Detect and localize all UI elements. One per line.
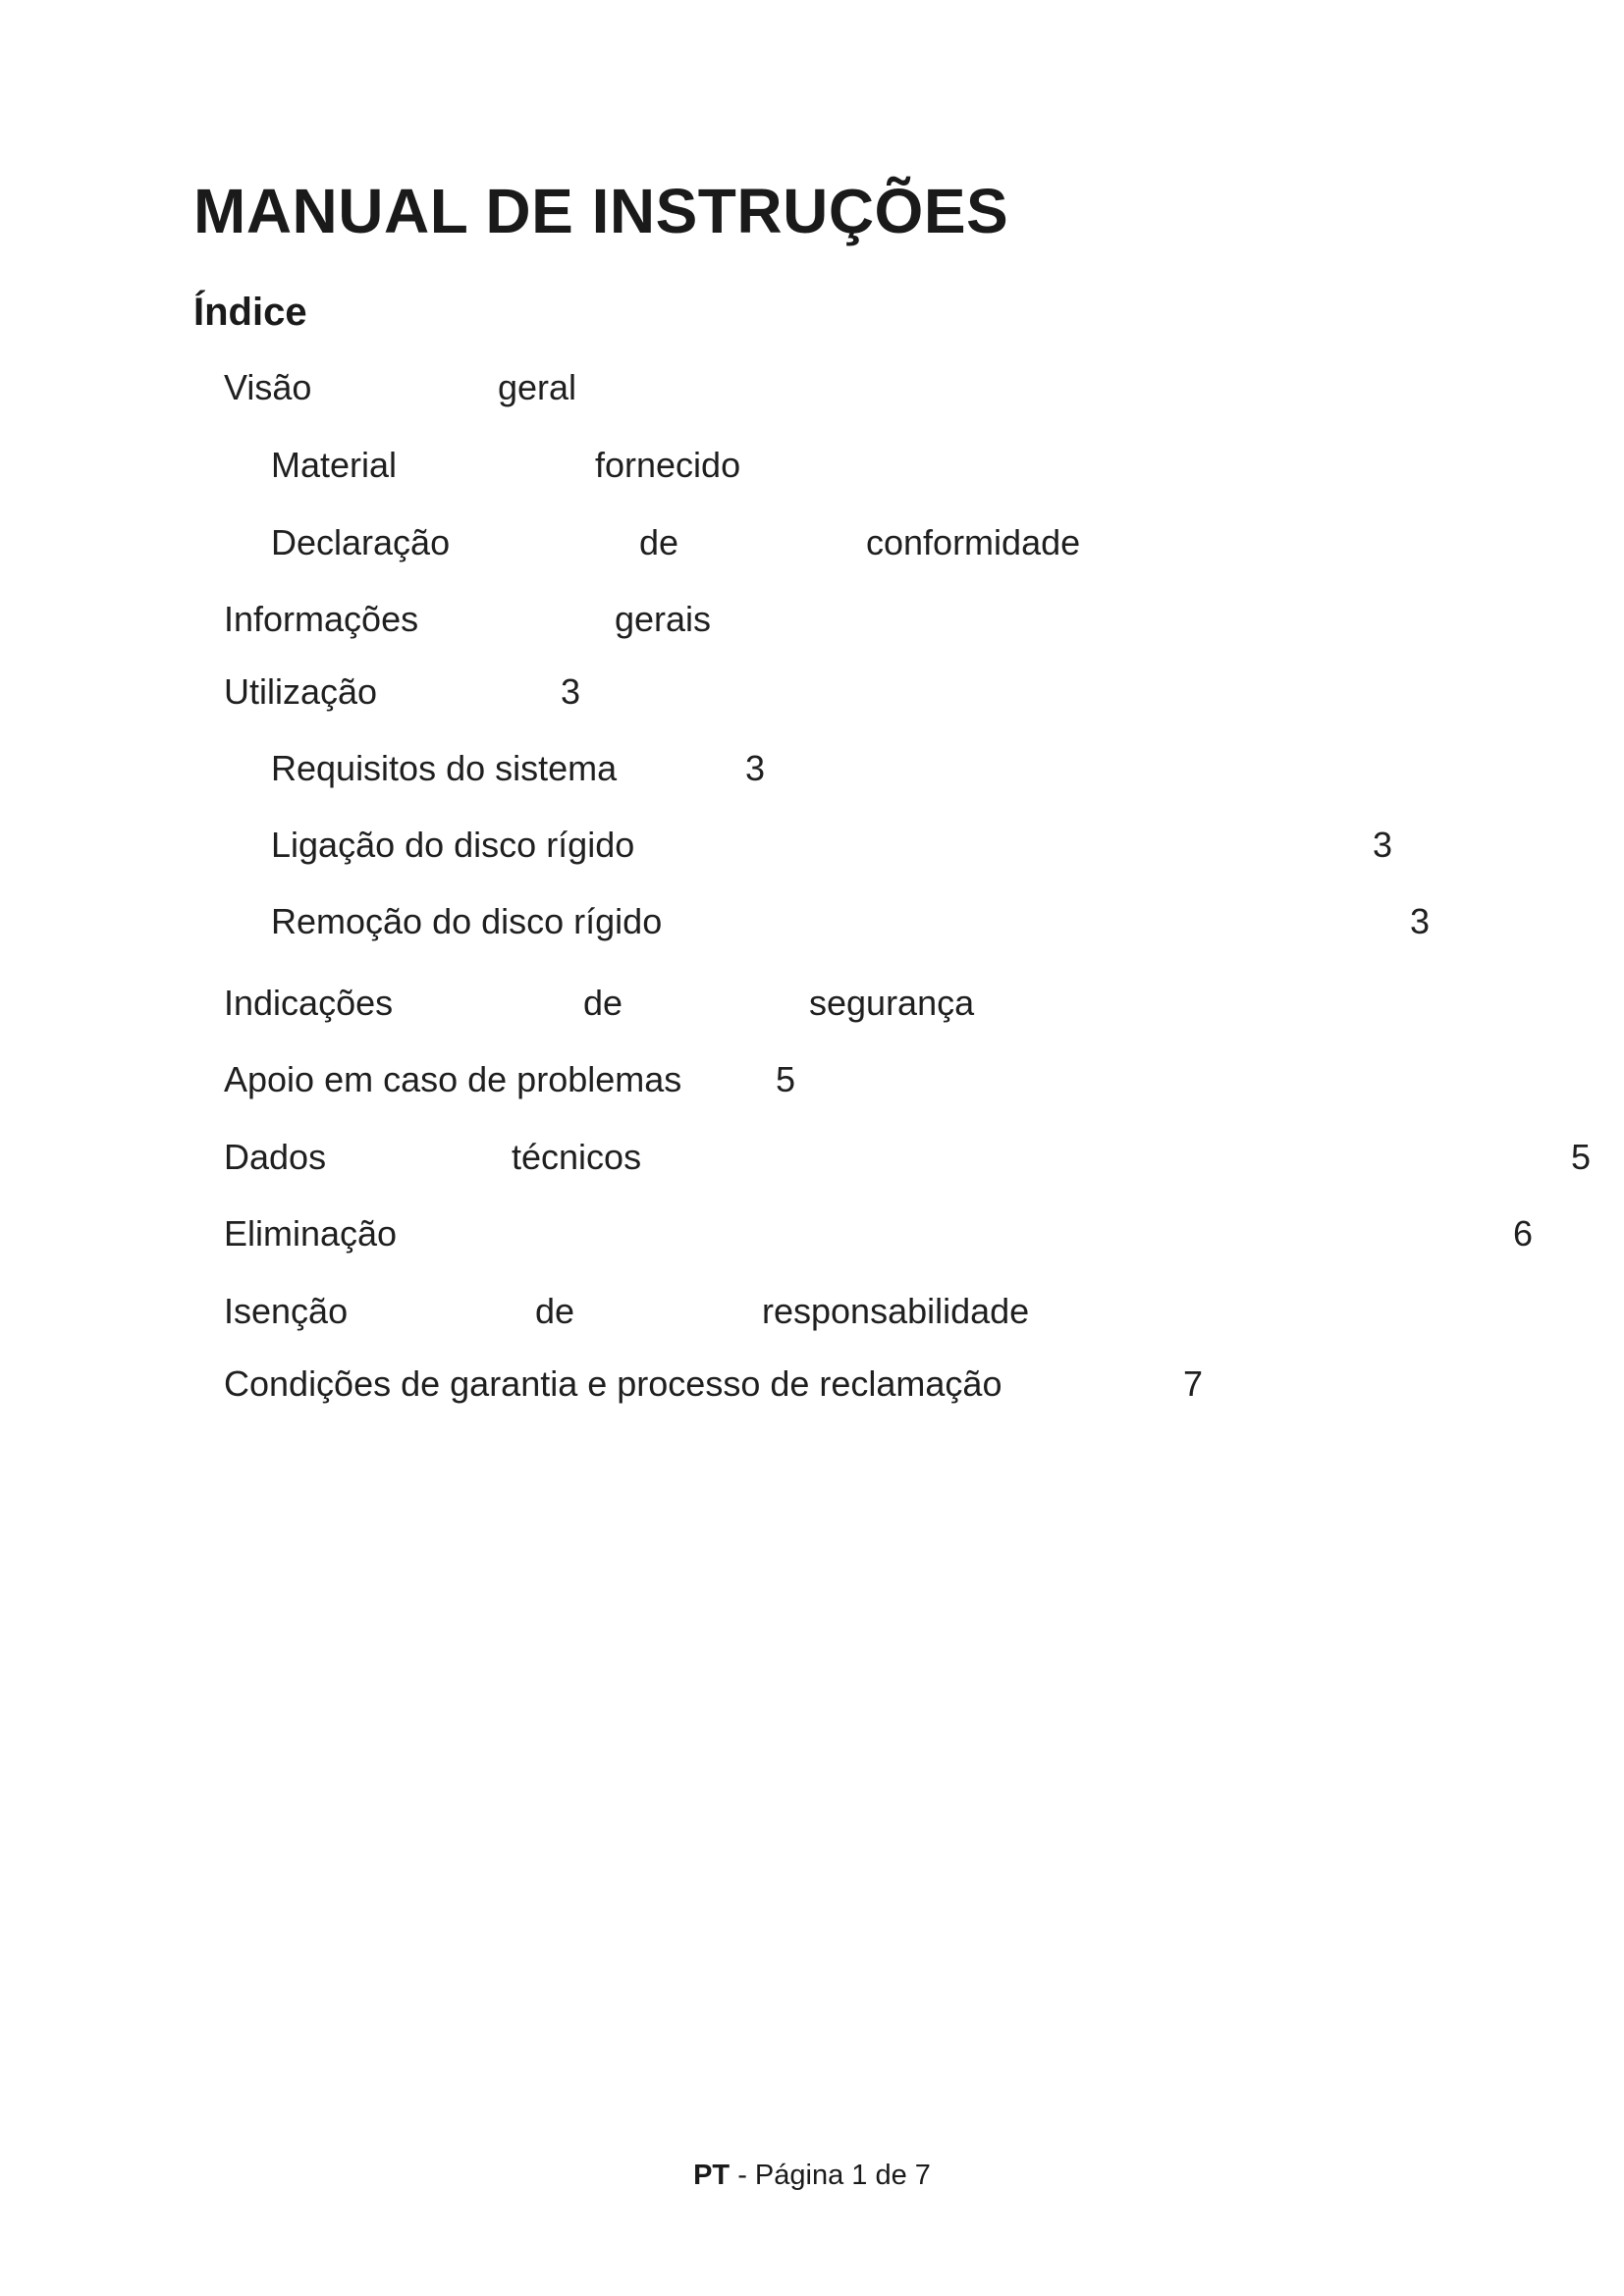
- toc-entry-page: 3: [561, 671, 581, 712]
- toc-entry-page: 7: [1183, 1363, 1204, 1404]
- toc-entry-label: Material: [271, 445, 398, 485]
- toc-entry-label: Condições de garantia e processo de reclamação: [224, 1363, 1002, 1404]
- footer-page-number: - Página 1 de 7: [730, 2160, 931, 2191]
- toc-entry-label: de: [535, 1291, 575, 1331]
- page-footer: [0, 2160, 1624, 2192]
- toc-entry-label: Utilização: [224, 671, 378, 712]
- toc-entry-label: Informações: [224, 599, 419, 639]
- toc-entry-label: Apoio em caso de problemas: [224, 1059, 682, 1099]
- toc-entry-label: Visão: [224, 367, 312, 407]
- toc-entry-page: 6: [1513, 1213, 1534, 1254]
- toc-entry-label: Indicações: [224, 983, 394, 1023]
- toc-entry-page: 5: [1571, 1137, 1592, 1177]
- toc-entry-label: Remoção do disco rígido: [271, 901, 663, 941]
- toc-entry-label: conformidade: [866, 522, 1081, 562]
- toc-entry-label: geral: [498, 367, 577, 407]
- toc-entry-page: 5: [776, 1059, 796, 1099]
- toc-entry-label: de: [639, 522, 679, 562]
- toc-entry-label: segurança: [809, 983, 975, 1023]
- toc-entry-label: responsabilidade: [762, 1291, 1030, 1331]
- toc-entry-page: 3: [1373, 825, 1393, 865]
- toc-heading: Índice: [193, 291, 307, 334]
- toc-entry-label: Declaração: [271, 522, 451, 562]
- toc-entry-label: Isenção: [224, 1291, 349, 1331]
- footer-language: PT: [693, 2160, 731, 2191]
- toc-entry-page: 3: [745, 748, 766, 788]
- toc-entry-label: de: [583, 983, 623, 1023]
- toc-entry-label: Ligação do disco rígido: [271, 825, 635, 865]
- toc-entry-label: técnicos: [512, 1137, 642, 1177]
- toc-entry-label: fornecido: [595, 445, 741, 485]
- document-title: MANUAL DE INSTRUÇÕES: [193, 176, 1009, 246]
- toc-entry-page: 3: [1410, 901, 1431, 941]
- toc-entry-label: gerais: [615, 599, 712, 639]
- toc-entry-label: Dados: [224, 1137, 327, 1177]
- toc-entry-label: Eliminação: [224, 1213, 398, 1254]
- toc-entry-label: Requisitos do sistema: [271, 748, 618, 788]
